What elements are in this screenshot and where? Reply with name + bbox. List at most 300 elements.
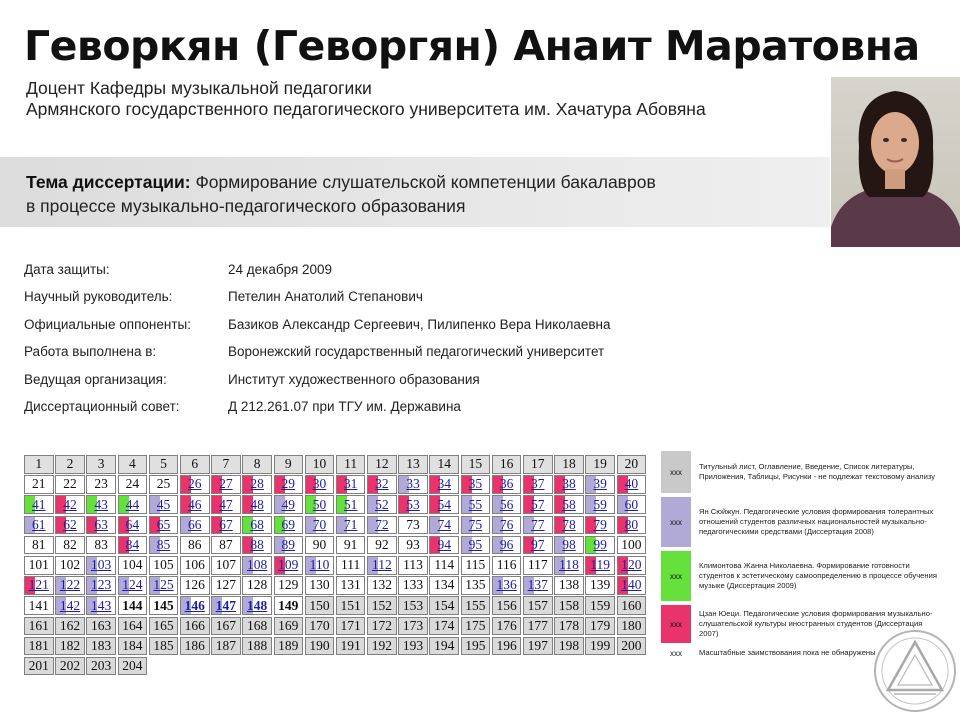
info-value: Петелин Анатолий Степанович <box>228 289 423 305</box>
page-number: 152 <box>371 597 392 613</box>
page-number: 92 <box>375 537 389 553</box>
page-cell-92 <box>367 536 397 555</box>
page-cell-11 <box>336 455 366 474</box>
page-cell-134 <box>429 576 459 595</box>
page-number: 112 <box>371 557 392 573</box>
page-number: 139 <box>590 577 611 593</box>
page-number: 161 <box>28 617 49 633</box>
page-number: 54 <box>437 496 451 512</box>
page-cell-28[interactable] <box>242 475 272 494</box>
page-cell-40[interactable] <box>617 475 647 494</box>
page-number: 187 <box>215 637 237 653</box>
page-number: 124 <box>122 577 143 593</box>
page-number: 25 <box>156 476 171 492</box>
dissertation-topic <box>26 170 806 218</box>
info-row <box>24 289 611 316</box>
page-cell-71[interactable] <box>336 516 366 535</box>
page-cell-67[interactable] <box>211 516 241 535</box>
page-cell-99[interactable] <box>585 536 615 555</box>
info-value: 24 декабря 2009 <box>228 262 333 277</box>
info-label: Ведущая организация: <box>24 371 167 387</box>
topic-text-2: в процессе музыкально-педагогического образования <box>26 196 466 216</box>
page-cell-55[interactable] <box>461 495 491 514</box>
page-cell-187 <box>211 637 241 656</box>
page-cell-199 <box>585 637 615 656</box>
page-cell-49[interactable] <box>274 495 304 514</box>
page-number: 157 <box>527 597 548 613</box>
page-cell-196 <box>492 637 522 656</box>
page-number: 167 <box>215 617 237 633</box>
page-number: 74 <box>437 516 451 532</box>
page-cell-32[interactable] <box>367 475 397 494</box>
page-number: 159 <box>590 597 611 613</box>
page-cell-68[interactable] <box>242 516 272 535</box>
page-number: 204 <box>122 658 143 674</box>
page-cell-137[interactable] <box>523 576 553 595</box>
page-cell-76[interactable] <box>492 516 522 535</box>
page-number: 100 <box>621 537 642 553</box>
topic-label: Тема диссертации: <box>26 172 191 192</box>
page-cell-26[interactable] <box>180 475 210 494</box>
page-cell-60[interactable] <box>617 495 647 514</box>
page-cell-109[interactable] <box>274 556 304 575</box>
page-number: 44 <box>125 496 140 512</box>
page-number: 63 <box>94 516 108 532</box>
page-cell-58[interactable] <box>554 495 584 514</box>
page-cell-6 <box>180 455 210 474</box>
page-cell-31[interactable] <box>336 475 366 494</box>
info-value: Базиков Александр Сергеевич, Пилипенко Вера Николаевна <box>228 316 611 332</box>
page-cell-22 <box>55 475 85 494</box>
info-label: Научный руководитель: <box>24 289 173 305</box>
page-cell-151 <box>336 596 366 615</box>
page-cell-143[interactable] <box>86 596 116 615</box>
page-cell-89[interactable] <box>274 536 304 555</box>
page-cell-43[interactable] <box>86 495 116 514</box>
legend-item-klimontova <box>661 551 938 601</box>
page-number: 109 <box>278 557 299 573</box>
page-cell-148[interactable] <box>242 596 272 615</box>
page-number: 9 <box>284 456 292 472</box>
page-cell-83 <box>86 536 116 555</box>
page-number: 91 <box>343 537 358 553</box>
page-cell-125[interactable] <box>149 576 179 595</box>
page-number: 118 <box>559 557 579 573</box>
page-number: 73 <box>406 516 420 532</box>
page-number: 200 <box>621 637 642 653</box>
page-number: 164 <box>122 617 143 633</box>
page-cell-103[interactable] <box>86 556 116 575</box>
page-number: 132 <box>371 577 392 593</box>
page-cell-169 <box>274 617 304 636</box>
page-cell-62[interactable] <box>55 516 85 535</box>
page-cell-170 <box>305 617 335 636</box>
page-cell-86 <box>180 536 210 555</box>
page-number: 29 <box>281 476 296 492</box>
page-cell-100 <box>617 536 647 555</box>
page-cell-150 <box>305 596 335 615</box>
page-cell-133 <box>398 576 428 595</box>
page-cell-183 <box>86 637 116 656</box>
page-number: 87 <box>219 537 233 553</box>
page-cell-74[interactable] <box>429 516 459 535</box>
page-number: 119 <box>590 557 611 573</box>
page-cell-124[interactable] <box>118 576 148 595</box>
page-cell-140[interactable] <box>617 576 647 595</box>
page-cell-123[interactable] <box>86 576 116 595</box>
page-cell-7 <box>211 455 241 474</box>
page-cell-61[interactable] <box>24 516 54 535</box>
page-number: 69 <box>281 516 296 532</box>
page-cell-164 <box>118 617 148 636</box>
page-number: 146 <box>184 597 205 613</box>
page-cell-191 <box>336 637 366 656</box>
page-cell-82 <box>55 536 85 555</box>
person-name: Геворкян (Геворгян) Анаит Маратовна <box>24 22 920 70</box>
page-cell-23 <box>86 475 116 494</box>
page-cell-53[interactable] <box>398 495 428 514</box>
page-number: 24 <box>125 476 140 492</box>
position-line-2: Армянского государственного педагогического университета им. Хачатура Абовяна <box>26 99 706 119</box>
page-cell-80[interactable] <box>617 516 647 535</box>
legend-text: Климонтова Жанна Николаевна. Формирование готовности студентов к эстетическому самоопределению в процессе обучения музыке (Диссертация 2009) <box>699 561 937 590</box>
info-row <box>24 372 611 399</box>
page-cell-108[interactable] <box>242 556 272 575</box>
page-cell-81 <box>24 536 54 555</box>
page-cell-105 <box>149 556 179 575</box>
page-cell-38[interactable] <box>554 475 584 494</box>
page-cell-85[interactable] <box>149 536 179 555</box>
page-cell-161 <box>24 617 54 636</box>
page-cell-36[interactable] <box>492 475 522 494</box>
page-cell-198 <box>554 637 584 656</box>
page-number: 149 <box>278 597 299 613</box>
page-number: 128 <box>246 577 268 593</box>
page-number: 71 <box>343 516 358 532</box>
page-number: 18 <box>562 456 576 472</box>
page-cell-128 <box>242 576 272 595</box>
page-cell-189 <box>274 637 304 656</box>
page-cell-21 <box>24 475 54 494</box>
info-label: Работа выполнена в: <box>24 344 157 360</box>
page-number: 108 <box>246 557 268 573</box>
page-cell-41[interactable] <box>24 495 54 514</box>
page-cell-119[interactable] <box>585 556 615 575</box>
page-cell-48[interactable] <box>242 495 272 514</box>
page-cell-101 <box>24 556 54 575</box>
page-cell-147[interactable] <box>211 596 241 615</box>
page-cell-102 <box>55 556 85 575</box>
info-row <box>24 317 611 344</box>
page-number: 82 <box>63 537 77 553</box>
page-number: 196 <box>496 637 517 653</box>
page-number: 160 <box>621 597 642 613</box>
page-cell-9 <box>274 455 304 474</box>
page-cell-77[interactable] <box>523 516 553 535</box>
page-cell-136[interactable] <box>492 576 522 595</box>
page-number: 96 <box>499 537 514 553</box>
page-cell-167 <box>211 617 241 636</box>
page-cell-122[interactable] <box>55 576 85 595</box>
page-number: 23 <box>94 476 108 492</box>
page-number: 117 <box>527 557 548 573</box>
page-cell-17 <box>523 455 553 474</box>
page-number: 26 <box>187 476 202 492</box>
page-cell-75[interactable] <box>461 516 491 535</box>
page-cell-90 <box>305 536 335 555</box>
page-number: 97 <box>531 537 545 553</box>
page-number: 133 <box>402 577 424 593</box>
page-number: 186 <box>184 637 205 653</box>
page-number: 181 <box>28 637 49 653</box>
page-number: 99 <box>593 537 607 553</box>
page-cell-144 <box>118 596 148 615</box>
page-number: 33 <box>406 476 420 492</box>
page-number: 88 <box>250 537 264 553</box>
page-cell-30[interactable] <box>305 475 335 494</box>
legend-text: Масштабные заимствования пока не обнаружены <box>699 648 876 657</box>
info-label: Диссертационный совет: <box>24 398 180 414</box>
page-cell-107 <box>211 556 241 575</box>
page-cell-84[interactable] <box>118 536 148 555</box>
page-number: 70 <box>312 516 327 532</box>
page-cell-47[interactable] <box>211 495 241 514</box>
page-cell-98[interactable] <box>554 536 584 555</box>
page-number: 84 <box>125 537 140 553</box>
page-cell-12 <box>367 455 397 474</box>
page-cell-127 <box>211 576 241 595</box>
page-cell-117 <box>523 556 553 575</box>
page-number: 47 <box>219 496 233 512</box>
page-cell-120[interactable] <box>617 556 647 575</box>
page-number: 19 <box>593 456 607 472</box>
page-number: 171 <box>340 617 361 633</box>
page-cell-202 <box>55 657 85 676</box>
page-number: 130 <box>309 577 330 593</box>
page-number: 6 <box>191 456 199 472</box>
page-number: 55 <box>468 496 483 512</box>
page-number: 104 <box>122 557 143 573</box>
page-cell-146[interactable] <box>180 596 210 615</box>
page-cell-152 <box>367 596 397 615</box>
info-value: Институт художественного образования <box>228 371 480 387</box>
page-number: 168 <box>246 617 268 633</box>
page-number: 123 <box>91 577 112 593</box>
page-cell-114 <box>429 556 459 575</box>
page-number: 114 <box>434 557 455 573</box>
page-cell-112[interactable] <box>367 556 397 575</box>
page-cell-95[interactable] <box>461 536 491 555</box>
page-number: 199 <box>590 637 611 653</box>
page-number: 156 <box>496 597 517 613</box>
page-cell-42[interactable] <box>55 495 85 514</box>
page-number: 52 <box>375 496 389 512</box>
page-cell-54[interactable] <box>429 495 459 514</box>
page-cell-46[interactable] <box>180 495 210 514</box>
page-number: 165 <box>153 617 174 633</box>
triangle-stamp-icon <box>872 628 958 714</box>
page-cell-111 <box>336 556 366 575</box>
page-number: 175 <box>465 617 486 633</box>
page-cell-56[interactable] <box>492 495 522 514</box>
page-number: 194 <box>434 637 455 653</box>
page-number: 50 <box>312 496 327 512</box>
page-number: 202 <box>59 658 81 674</box>
page-grid <box>24 455 648 675</box>
page-cell-44[interactable] <box>118 495 148 514</box>
page-cell-27[interactable] <box>211 475 241 494</box>
page-cell-35[interactable] <box>461 475 491 494</box>
page-number: 98 <box>562 537 576 553</box>
page-cell-65[interactable] <box>149 516 179 535</box>
page-number: 64 <box>125 516 140 532</box>
page-number: 57 <box>531 496 545 512</box>
page-number: 197 <box>527 637 548 653</box>
page-cell-78[interactable] <box>554 516 584 535</box>
page-number: 45 <box>156 496 171 512</box>
page-number: 27 <box>219 476 233 492</box>
page-cell-57[interactable] <box>523 495 553 514</box>
page-cell-115 <box>461 556 491 575</box>
page-number: 11 <box>344 456 358 472</box>
page-number: 21 <box>32 476 46 492</box>
page-number: 173 <box>402 617 424 633</box>
position-line-1: Доцент Кафедры музыкальной педагогики <box>26 78 372 98</box>
page-number: 129 <box>278 577 299 593</box>
page-cell-45[interactable] <box>149 495 179 514</box>
page-cell-64[interactable] <box>118 516 148 535</box>
page-cell-163 <box>86 617 116 636</box>
page-number: 172 <box>371 617 392 633</box>
page-cell-88[interactable] <box>242 536 272 555</box>
page-cell-70[interactable] <box>305 516 335 535</box>
page-cell-16 <box>492 455 522 474</box>
page-number: 142 <box>59 597 81 613</box>
page-cell-190 <box>305 637 335 656</box>
page-cell-29[interactable] <box>274 475 304 494</box>
page-cell-69[interactable] <box>274 516 304 535</box>
info-row <box>24 344 611 371</box>
page-number: 85 <box>156 537 171 553</box>
page-cell-142[interactable] <box>55 596 85 615</box>
page-cell-33[interactable] <box>398 475 428 494</box>
page-cell-63[interactable] <box>86 516 116 535</box>
page-number: 150 <box>309 597 330 613</box>
page-cell-79[interactable] <box>585 516 615 535</box>
page-cell-116 <box>492 556 522 575</box>
page-cell-39[interactable] <box>585 475 615 494</box>
page-cell-159 <box>585 596 615 615</box>
page-number: 182 <box>59 637 81 653</box>
page-number: 179 <box>590 617 611 633</box>
page-cell-180 <box>617 617 647 636</box>
page-cell-34[interactable] <box>429 475 459 494</box>
page-number: 162 <box>59 617 81 633</box>
info-value: Воронежский государственный педагогический университет <box>228 344 605 360</box>
page-cell-154 <box>429 596 459 615</box>
page-number: 140 <box>621 577 642 593</box>
info-label: Дата защиты: <box>24 262 110 277</box>
page-cell-25 <box>149 475 179 494</box>
page-number: 78 <box>562 516 576 532</box>
page-cell-18 <box>554 455 584 474</box>
page-number: 203 <box>91 658 112 674</box>
page-cell-59[interactable] <box>585 495 615 514</box>
page-cell-15 <box>461 455 491 474</box>
page-number: 127 <box>215 577 237 593</box>
page-number: 183 <box>91 637 112 653</box>
page-cell-94[interactable] <box>429 536 459 555</box>
page-number: 115 <box>465 557 486 573</box>
page-cell-195 <box>461 637 491 656</box>
page-number: 198 <box>558 637 580 653</box>
page-cell-145 <box>149 596 179 615</box>
page-number: 79 <box>593 516 607 532</box>
page-number: 2 <box>66 456 74 472</box>
page-cell-185 <box>149 637 179 656</box>
page-number: 37 <box>531 476 545 492</box>
page-cell-66[interactable] <box>180 516 210 535</box>
legend-item-front-matter <box>661 451 938 493</box>
page-cell-118[interactable] <box>554 556 584 575</box>
page-cell-52[interactable] <box>367 495 397 514</box>
page-cell-106 <box>180 556 210 575</box>
page-number: 28 <box>250 476 264 492</box>
legend-text: Титульный лист, Оглавление, Введение, Список литературы, Приложения, Таблицы, Рисунки - не подлежат текстовому анализу <box>699 462 936 481</box>
page-cell-97[interactable] <box>523 536 553 555</box>
page-cell-173 <box>398 617 428 636</box>
page-cell-72[interactable] <box>367 516 397 535</box>
page-number: 131 <box>340 577 361 593</box>
page-number: 188 <box>246 637 268 653</box>
page-number: 145 <box>153 597 174 613</box>
page-cell-110[interactable] <box>305 556 335 575</box>
page-number: 113 <box>403 557 423 573</box>
legend-swatch: xxx <box>661 605 691 643</box>
page-number: 120 <box>621 557 642 573</box>
person-position <box>26 78 706 120</box>
page-cell-121[interactable] <box>24 576 54 595</box>
page-number: 22 <box>63 476 77 492</box>
page-cell-204 <box>118 657 148 676</box>
page-cell-192 <box>367 637 397 656</box>
page-cell-156 <box>492 596 522 615</box>
page-number: 163 <box>91 617 112 633</box>
page-cell-14 <box>429 455 459 474</box>
page-number: 184 <box>122 637 143 653</box>
page-cell-37[interactable] <box>523 475 553 494</box>
page-number: 153 <box>402 597 424 613</box>
page-cell-8 <box>242 455 272 474</box>
page-cell-162 <box>55 617 85 636</box>
page-cell-50[interactable] <box>305 495 335 514</box>
page-number: 75 <box>468 516 483 532</box>
page-cell-96[interactable] <box>492 536 522 555</box>
page-cell-135 <box>461 576 491 595</box>
page-number: 134 <box>434 577 455 593</box>
page-number: 158 <box>558 597 580 613</box>
page-number: 89 <box>281 537 296 553</box>
page-number: 148 <box>246 597 268 613</box>
page-cell-200 <box>617 637 647 656</box>
page-cell-13 <box>398 455 428 474</box>
page-number: 103 <box>91 557 112 573</box>
page-cell-188 <box>242 637 272 656</box>
page-number: 141 <box>28 597 49 613</box>
info-table <box>24 262 611 426</box>
page-cell-51[interactable] <box>336 495 366 514</box>
page-cell-104 <box>118 556 148 575</box>
